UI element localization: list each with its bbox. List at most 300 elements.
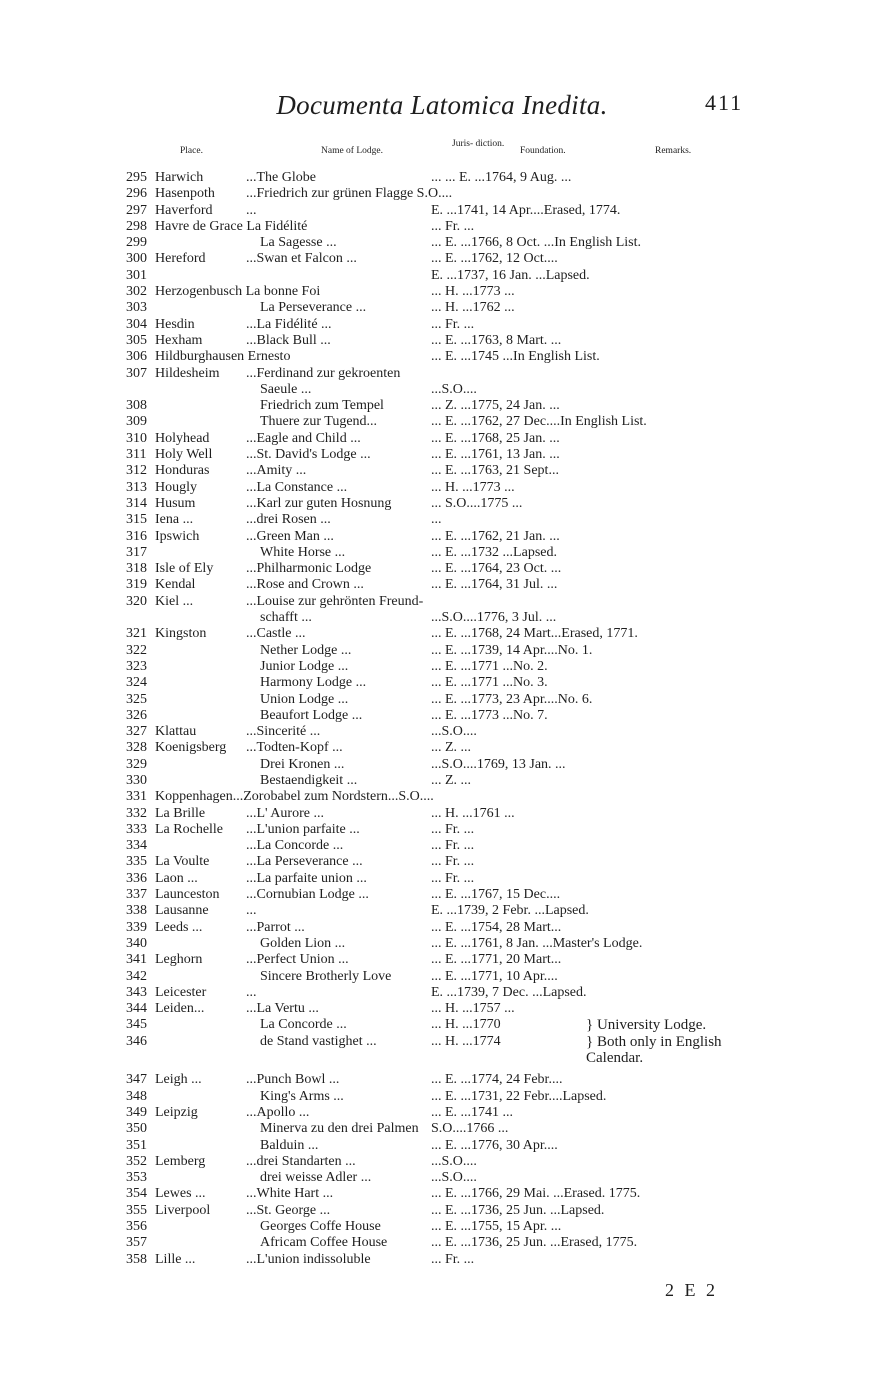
entry-jurisdiction-foundation: ... E. ...1761, 13 Jan. ... bbox=[431, 447, 560, 463]
entry-jurisdiction-foundation: ... E. ...1739, 14 Apr....No. 1. bbox=[431, 642, 593, 658]
entry-lodge-name: Saeule ... bbox=[260, 381, 312, 397]
lodge-entry bbox=[0, 740, 884, 756]
entry-jurisdiction-foundation: ... H. ...1762 ... bbox=[431, 300, 515, 316]
lodge-entry bbox=[0, 985, 884, 1001]
lodge-entry bbox=[0, 545, 884, 561]
entry-number: 322 bbox=[126, 642, 147, 658]
lodge-entry bbox=[0, 577, 884, 593]
lodge-entry bbox=[0, 1121, 884, 1137]
lodge-entry bbox=[0, 1138, 884, 1154]
entry-lodge-name: ...Punch Bowl ... bbox=[246, 1072, 340, 1088]
entry-jurisdiction-foundation: ...S.O.... bbox=[431, 1153, 477, 1169]
entry-place: Leigh ... bbox=[155, 1072, 202, 1088]
entry-number: 345 bbox=[126, 1017, 147, 1033]
entry-lodge-name: ...L'union indissoluble bbox=[246, 1251, 371, 1267]
entry-lodge-name: ...L'union parfaite ... bbox=[246, 821, 360, 837]
entry-number: 298 bbox=[126, 218, 147, 234]
lodge-entry bbox=[0, 1105, 884, 1121]
entry-jurisdiction-foundation: S.O....1766 ... bbox=[431, 1121, 509, 1137]
entry-jurisdiction-foundation: ... H. ...1773 ... bbox=[431, 479, 515, 495]
entry-place: Lille ... bbox=[155, 1251, 196, 1267]
entry-number: 340 bbox=[126, 935, 147, 951]
entry-jurisdiction-foundation: E. ...1737, 16 Jan. ...Lapsed. bbox=[431, 267, 590, 283]
lodge-entry bbox=[0, 806, 884, 822]
entry-number: 348 bbox=[126, 1088, 147, 1104]
entry-jurisdiction-foundation: ... E. ...1745 ...In English List. bbox=[431, 349, 600, 365]
entry-number: 301 bbox=[126, 267, 147, 283]
entry-lodge-name: White Horse ... bbox=[260, 544, 346, 560]
entry-place: Leeds ... bbox=[155, 919, 203, 935]
entry-jurisdiction-foundation: ... Z. ... bbox=[431, 740, 472, 756]
entry-jurisdiction-foundation: ... E. ...1771, 20 Mart... bbox=[431, 952, 562, 968]
entry-lodge-name: ...St. George ... bbox=[246, 1202, 331, 1218]
entry-lodge-name: Georges Coffe House bbox=[260, 1219, 381, 1234]
entry-lodge-name: ...Black Bull ... bbox=[246, 332, 331, 348]
entry-jurisdiction-foundation: ... bbox=[431, 512, 442, 528]
lodge-entry bbox=[0, 692, 884, 708]
entry-place: Liverpool bbox=[155, 1202, 211, 1218]
entry-jurisdiction-foundation: ...S.O.... bbox=[431, 724, 477, 740]
lodge-entry bbox=[0, 773, 884, 789]
entry-lodge-name: ... bbox=[246, 202, 257, 218]
entry-remarks: } University Lodge. bbox=[586, 1017, 707, 1034]
lodge-entry bbox=[0, 1089, 884, 1105]
lodge-entry bbox=[0, 871, 884, 887]
entry-jurisdiction-foundation: E. ...1741, 14 Apr....Erased, 1774. bbox=[431, 202, 621, 218]
entry-lodge-name: Union Lodge ... bbox=[260, 691, 349, 707]
entry-number: 323 bbox=[126, 658, 147, 674]
entry-jurisdiction-foundation: ... E. ...1766, 8 Oct. ...In English List. bbox=[431, 235, 641, 251]
entry-lodge-name: ...Perfect Union ... bbox=[246, 952, 349, 968]
entry-jurisdiction-foundation: ... E. ...1755, 15 Apr. ... bbox=[431, 1219, 562, 1234]
entry-number: 334 bbox=[126, 838, 147, 854]
lodge-entry bbox=[0, 1252, 884, 1268]
entry-number: 317 bbox=[126, 544, 147, 560]
entry-number: 330 bbox=[126, 772, 147, 788]
header-place: Place. bbox=[180, 146, 203, 156]
entry-jurisdiction-foundation: ... Fr. ... bbox=[431, 316, 475, 332]
entry-number: 347 bbox=[126, 1072, 147, 1088]
entry-lodge-name: ... bbox=[246, 984, 257, 1000]
lodge-entry bbox=[0, 1001, 884, 1017]
lodge-entry bbox=[0, 708, 884, 724]
entry-place: Leghorn bbox=[155, 952, 203, 968]
entry-lodge-name: ...Rose and Crown ... bbox=[246, 577, 364, 593]
entry-jurisdiction-foundation: ... E. ...1762, 21 Jan. ... bbox=[431, 528, 560, 544]
entry-jurisdiction-foundation: ... H. ...1774 bbox=[431, 1033, 501, 1049]
entry-jurisdiction-foundation: ... E. ...1763, 8 Mart. ... bbox=[431, 332, 562, 348]
entry-jurisdiction-foundation: ... E. ...1763, 21 Sept... bbox=[431, 463, 559, 479]
entry-place: Isle of Ely bbox=[155, 561, 214, 577]
entry-lodge-name: Africam Coffee House bbox=[260, 1235, 388, 1251]
lodge-entry bbox=[0, 349, 884, 365]
entry-number: 326 bbox=[126, 707, 147, 723]
lodge-entry bbox=[0, 1203, 884, 1219]
entry-lodge-name: ...Castle ... bbox=[246, 626, 306, 642]
entry-jurisdiction-foundation: ... Z. ...1775, 24 Jan. ... bbox=[431, 398, 560, 414]
entry-number: 332 bbox=[126, 805, 147, 821]
entry-jurisdiction-foundation: ... Fr. ... bbox=[431, 870, 475, 886]
entry-jurisdiction-foundation: ... E. ...1736, 25 Jun. ...Lapsed. bbox=[431, 1202, 605, 1218]
entry-lodge-name: Harmony Lodge ... bbox=[260, 675, 367, 691]
lodge-entry bbox=[0, 626, 884, 642]
entry-number: 315 bbox=[126, 512, 147, 528]
entry-jurisdiction-foundation: ... ... E. ...1764, 9 Aug. ... bbox=[431, 170, 572, 185]
entry-lodge-name: ...Amity ... bbox=[246, 463, 307, 479]
entry-number: 321 bbox=[126, 626, 147, 642]
lodge-entry bbox=[0, 1034, 884, 1050]
header-remarks: Remarks. bbox=[655, 146, 692, 156]
lodge-entry bbox=[0, 463, 884, 479]
entry-lodge-name: Balduin ... bbox=[260, 1137, 319, 1153]
entry-jurisdiction-foundation: ... E. ...1771, 10 Apr.... bbox=[431, 968, 558, 984]
entry-number: 353 bbox=[126, 1170, 147, 1186]
lodge-entry bbox=[0, 300, 884, 316]
entry-jurisdiction-foundation: E. ...1739, 2 Febr. ...Lapsed. bbox=[431, 903, 589, 919]
entry-number: 314 bbox=[126, 495, 147, 511]
entry-number: 303 bbox=[126, 300, 147, 316]
entry-jurisdiction-foundation: ... Fr. ... bbox=[431, 1251, 475, 1267]
entry-lodge-name: ...La Concorde ... bbox=[246, 838, 344, 854]
lodge-entry bbox=[0, 561, 884, 577]
entry-place: Ipswich bbox=[155, 528, 200, 544]
entry-lodge-name: ...La parfaite union ... bbox=[246, 870, 367, 886]
entry-jurisdiction-foundation: ... E. ...1774, 24 Febr.... bbox=[431, 1072, 563, 1088]
entry-number: 297 bbox=[126, 202, 147, 218]
entry-number: 304 bbox=[126, 316, 147, 332]
entry-lodge-name: ...drei Standarten ... bbox=[246, 1153, 356, 1169]
entry-jurisdiction-foundation: ... Fr. ... bbox=[431, 838, 475, 854]
lodge-entry bbox=[0, 1154, 884, 1170]
entry-number: 312 bbox=[126, 463, 147, 479]
entry-lodge-name: ...Eagle and Child ... bbox=[246, 430, 361, 446]
entry-number: 300 bbox=[126, 251, 147, 267]
entry-lodge-name: Minerva zu den drei Palmen bbox=[260, 1121, 419, 1137]
entry-lodge-name: ...Louise zur gehrönten Freund- bbox=[246, 593, 424, 609]
entry-place: Leiden... bbox=[155, 1001, 205, 1017]
entry-lodge-name: La Sagesse ... bbox=[260, 235, 337, 251]
signature-mark: 2 E 2 bbox=[665, 1280, 718, 1300]
entry-number: 355 bbox=[126, 1202, 147, 1218]
entry-lodge-name: ...Ferdinand zur gekroenten bbox=[246, 365, 401, 381]
lodge-entry bbox=[0, 431, 884, 447]
entry-place: Hexham bbox=[155, 332, 203, 348]
lodge-entry bbox=[0, 170, 884, 186]
entry-place: Holy Well bbox=[155, 447, 213, 463]
entry-number: 320 bbox=[126, 593, 147, 609]
lodge-entry bbox=[0, 594, 884, 610]
entry-place: Hildburghausen Ernesto bbox=[155, 349, 291, 365]
entry-number: 337 bbox=[126, 887, 147, 903]
entry-place: Lausanne bbox=[155, 903, 209, 919]
entry-number: 328 bbox=[126, 740, 147, 756]
entry-remarks: } Both only in English bbox=[586, 1033, 722, 1050]
entry-place: Hildesheim bbox=[155, 365, 220, 381]
entry-lodge-name: ...Karl zur guten Hosnung bbox=[246, 495, 392, 511]
lodge-entry bbox=[0, 251, 884, 267]
entry-place: Honduras bbox=[155, 463, 210, 479]
entry-lodge-name: ...Green Man ... bbox=[246, 528, 334, 544]
entry-place: Havre de Grace La Fidélité bbox=[155, 218, 308, 234]
lodge-entry bbox=[0, 529, 884, 545]
entry-jurisdiction-foundation: ...S.O....1776, 3 Jul. ... bbox=[431, 610, 557, 626]
lodge-entry bbox=[0, 724, 884, 740]
entry-place: Holyhead bbox=[155, 430, 210, 446]
entry-jurisdiction-foundation: ... E. ...1761, 8 Jan. ...Master's Lodge. bbox=[431, 935, 643, 951]
header-jurisdiction: Juris- diction. bbox=[452, 139, 505, 149]
entry-lodge-name: Bestaendigkeit ... bbox=[260, 772, 358, 788]
entry-place: La Rochelle bbox=[155, 821, 224, 837]
entry-jurisdiction-foundation: ... Fr. ... bbox=[431, 854, 475, 870]
entry-jurisdiction-foundation: ...S.O.... bbox=[431, 1170, 477, 1186]
entry-place: Herzogenbusch La bonne Foi bbox=[155, 284, 321, 300]
entry-jurisdiction-foundation: ... E. ...1771 ...No. 3. bbox=[431, 675, 548, 691]
entry-jurisdiction-foundation: ... E. ...1764, 23 Oct. ... bbox=[431, 561, 562, 577]
entry-number: 302 bbox=[126, 284, 147, 300]
entry-place: Koppenhagen...Zorobabel zum Nordstern...S.O.... bbox=[155, 789, 434, 805]
entry-jurisdiction-foundation: ... E. ...1764, 31 Jul. ... bbox=[431, 577, 558, 593]
entry-lodge-name: Drei Kronen ... bbox=[260, 756, 345, 772]
entry-lodge-name: ...Cornubian Lodge ... bbox=[246, 887, 369, 903]
entry-number: 338 bbox=[126, 903, 147, 919]
entry-jurisdiction-foundation: ... H. ...1770 bbox=[431, 1017, 501, 1033]
lodge-entry bbox=[0, 1072, 884, 1088]
entry-number: 327 bbox=[126, 724, 147, 740]
entry-lodge-name: ...Sincerité ... bbox=[246, 724, 321, 740]
entry-number: 311 bbox=[126, 447, 147, 463]
entry-number: 325 bbox=[126, 691, 147, 707]
entry-place: Hesdin bbox=[155, 316, 195, 332]
entry-place: Harwich bbox=[155, 170, 204, 185]
entry-number: 295 bbox=[126, 170, 147, 185]
entry-lodge-name: ...La Fidélité ... bbox=[246, 316, 332, 332]
entry-jurisdiction-foundation: ... E. ...1741 ... bbox=[431, 1104, 514, 1120]
entry-place: La Brille bbox=[155, 805, 206, 821]
entry-number: 342 bbox=[126, 968, 147, 984]
entry-place: Leipzig bbox=[155, 1104, 198, 1120]
entry-lodge-name: ...L' Aurore ... bbox=[246, 805, 324, 821]
entry-lodge-name: ...La Perseverance ... bbox=[246, 854, 363, 870]
lodge-entry bbox=[0, 317, 884, 333]
entry-jurisdiction-foundation: ... E. ...1732 ...Lapsed. bbox=[431, 544, 557, 560]
entry-jurisdiction-foundation: ... E. ...1768, 25 Jan. ... bbox=[431, 430, 560, 446]
entry-jurisdiction-foundation: ... E. ...1762, 27 Dec....In English List. bbox=[431, 414, 647, 430]
entry-lodge-name: ...La Constance ... bbox=[246, 479, 348, 495]
entry-jurisdiction-foundation: ... E. ...1731, 22 Febr....Lapsed. bbox=[431, 1088, 607, 1104]
entry-number: 316 bbox=[126, 528, 147, 544]
entry-number: 357 bbox=[126, 1235, 147, 1251]
entry-lodge-name: ...Swan et Falcon ... bbox=[246, 251, 357, 267]
entry-number: 305 bbox=[126, 332, 147, 348]
header-foundation: Foundation. bbox=[520, 146, 566, 156]
entry-jurisdiction-foundation: ... E. ...1776, 30 Apr.... bbox=[431, 1137, 558, 1153]
entry-number: 358 bbox=[126, 1251, 147, 1267]
lodge-entry bbox=[0, 610, 884, 626]
entry-jurisdiction-foundation: ... E. ...1773 ...No. 7. bbox=[431, 707, 548, 723]
entry-place: Kingston bbox=[155, 626, 207, 642]
entry-number: 335 bbox=[126, 854, 147, 870]
entry-lodge-name: ...Parrot ... bbox=[246, 919, 305, 935]
lodge-entry bbox=[0, 186, 884, 202]
entry-jurisdiction-foundation: ... E. ...1771 ...No. 2. bbox=[431, 658, 548, 674]
entry-number: 308 bbox=[126, 398, 147, 414]
lodge-entry bbox=[0, 1186, 884, 1202]
entry-lodge-name: ...Todten-Kopf ... bbox=[246, 740, 343, 756]
entry-number: 313 bbox=[126, 479, 147, 495]
lodge-entry bbox=[0, 496, 884, 512]
lodge-entry bbox=[0, 1170, 884, 1186]
lodge-entry bbox=[0, 414, 884, 430]
entry-number: 319 bbox=[126, 577, 147, 593]
entry-lodge-name: King's Arms ... bbox=[260, 1088, 344, 1104]
entry-lodge-name: drei weisse Adler ... bbox=[260, 1170, 372, 1186]
column-headers bbox=[0, 139, 884, 166]
entry-number: 352 bbox=[126, 1153, 147, 1169]
lodge-entry bbox=[0, 854, 884, 870]
entry-jurisdiction-foundation: ... S.O....1775 ... bbox=[431, 495, 523, 511]
lodge-entry bbox=[0, 757, 884, 773]
entry-jurisdiction-foundation: ... H. ...1761 ... bbox=[431, 805, 515, 821]
lodge-entry bbox=[0, 219, 884, 235]
entry-lodge-name: ... bbox=[246, 903, 257, 919]
entry-place: Kendal bbox=[155, 577, 196, 593]
entry-jurisdiction-foundation: ... H. ...1773 ... bbox=[431, 284, 515, 300]
entry-number: 333 bbox=[126, 821, 147, 837]
entry-remarks: Calendar. bbox=[586, 1050, 644, 1067]
entry-place: La Voulte bbox=[155, 854, 210, 870]
entry-lodge-name: ...Philharmonic Lodge bbox=[246, 561, 372, 577]
entry-place: Lewes ... bbox=[155, 1186, 206, 1202]
lodge-entry bbox=[0, 1219, 884, 1235]
lodge-entry bbox=[0, 903, 884, 919]
entry-number: 296 bbox=[126, 186, 147, 202]
entry-number: 331 bbox=[126, 789, 147, 805]
lodge-entry bbox=[0, 643, 884, 659]
entry-number: 351 bbox=[126, 1137, 147, 1153]
lodge-entry bbox=[0, 268, 884, 284]
entry-place: Klattau bbox=[155, 724, 197, 740]
entry-number: 309 bbox=[126, 414, 147, 430]
entry-place: Laon ... bbox=[155, 870, 198, 886]
entry-lodge-name: de Stand vastighet ... bbox=[260, 1033, 377, 1049]
lodge-entry bbox=[0, 822, 884, 838]
entry-place: Hougly bbox=[155, 479, 197, 495]
entry-jurisdiction-foundation: ... E. ...1736, 25 Jun. ...Erased, 1775. bbox=[431, 1235, 638, 1251]
entry-lodge-name: schafft ... bbox=[260, 610, 312, 626]
entry-jurisdiction-foundation: ... Z. ... bbox=[431, 772, 472, 788]
lodge-entry bbox=[0, 480, 884, 496]
entry-place: Iena ... bbox=[155, 512, 194, 528]
entry-lodge-name: ...La Vertu ... bbox=[246, 1001, 319, 1017]
header-name-of-lodge: Name of Lodge. bbox=[321, 146, 383, 156]
entry-place: Koenigsberg bbox=[155, 740, 227, 756]
lodge-entry bbox=[0, 789, 884, 805]
entry-jurisdiction-foundation: ... E. ...1768, 24 Mart...Erased, 1771. bbox=[431, 626, 638, 642]
entry-number: 350 bbox=[126, 1121, 147, 1137]
lodge-entry bbox=[0, 952, 884, 968]
entry-number: 307 bbox=[126, 365, 147, 381]
entry-jurisdiction-foundation: ... E. ...1754, 28 Mart... bbox=[431, 919, 562, 935]
lodge-entry bbox=[0, 447, 884, 463]
lodge-entry bbox=[0, 382, 884, 398]
entry-number: 306 bbox=[126, 349, 147, 365]
entry-jurisdiction-foundation: ... E. ...1767, 15 Dec.... bbox=[431, 887, 561, 903]
entry-number: 336 bbox=[126, 870, 147, 886]
lodge-entry bbox=[0, 284, 884, 300]
entry-place: Kiel ... bbox=[155, 593, 194, 609]
entry-place: Lemberg bbox=[155, 1153, 206, 1169]
lodge-entry bbox=[0, 1017, 884, 1033]
entry-place: Husum bbox=[155, 495, 196, 511]
entry-place: Haverford bbox=[155, 202, 213, 218]
entry-number: 354 bbox=[126, 1186, 147, 1202]
entry-jurisdiction-foundation: ... E. ...1773, 23 Apr....No. 6. bbox=[431, 691, 593, 707]
entry-number: 324 bbox=[126, 675, 147, 691]
entry-number: 356 bbox=[126, 1219, 147, 1234]
lodge-entry bbox=[0, 887, 884, 903]
entry-lodge-name: La Concorde ... bbox=[260, 1017, 347, 1033]
entry-lodge-name: ...The Globe bbox=[246, 170, 316, 185]
lodge-entry bbox=[0, 235, 884, 251]
lodge-entry bbox=[0, 512, 884, 528]
entry-number: 344 bbox=[126, 1001, 147, 1017]
entry-lodge-name: La Perseverance ... bbox=[260, 300, 367, 316]
entry-lodge-name: Nether Lodge ... bbox=[260, 642, 352, 658]
entry-number: 339 bbox=[126, 919, 147, 935]
lodge-entry bbox=[0, 659, 884, 675]
entry-lodge-name: Friedrich zum Tempel bbox=[260, 398, 384, 414]
entry-lodge-name: Thuere zur Tugend... bbox=[260, 414, 378, 430]
entry-number: 329 bbox=[126, 756, 147, 772]
entry-jurisdiction-foundation: ...S.O.... bbox=[431, 381, 477, 397]
entry-lodge-name: Junior Lodge ... bbox=[260, 658, 349, 674]
lodge-entry bbox=[0, 969, 884, 985]
entry-number: 341 bbox=[126, 952, 147, 968]
lodge-entry bbox=[0, 203, 884, 219]
page-number: 411 bbox=[705, 90, 744, 115]
lodge-entry bbox=[0, 1050, 884, 1066]
entry-lodge-name: ...drei Rosen ... bbox=[246, 512, 331, 528]
entry-number: 346 bbox=[126, 1033, 147, 1049]
entry-lodge-name: ...Friedrich zur grünen Flagge S.O.... bbox=[246, 186, 453, 202]
entry-number: 310 bbox=[126, 430, 147, 446]
entry-place: Hasenpoth bbox=[155, 186, 215, 202]
entry-lodge-name: Beaufort Lodge ... bbox=[260, 707, 363, 723]
entry-jurisdiction-foundation: ... Fr. ... bbox=[431, 821, 475, 837]
lodge-entry bbox=[0, 936, 884, 952]
lodge-list bbox=[0, 170, 884, 1268]
running-title: Documenta Latomica Inedita. bbox=[276, 90, 608, 120]
entry-place: Leicester bbox=[155, 984, 207, 1000]
entry-number: 343 bbox=[126, 984, 147, 1000]
entry-number: 299 bbox=[126, 235, 147, 251]
entry-lodge-name: Sincere Brotherly Love bbox=[260, 968, 392, 984]
entry-jurisdiction-foundation: ... H. ...1757 ... bbox=[431, 1001, 515, 1017]
lodge-entry bbox=[0, 838, 884, 854]
entry-place: Launceston bbox=[155, 887, 220, 903]
lodge-entry bbox=[0, 675, 884, 691]
lodge-entry bbox=[0, 1235, 884, 1251]
entry-lodge-name: ...Apollo ... bbox=[246, 1104, 310, 1120]
lodge-entry bbox=[0, 333, 884, 349]
entry-number: 318 bbox=[126, 561, 147, 577]
entry-lodge-name: Golden Lion ... bbox=[260, 935, 346, 951]
entry-jurisdiction-foundation: ... Fr. ... bbox=[431, 218, 475, 234]
entry-lodge-name: ...St. David's Lodge ... bbox=[246, 447, 371, 463]
lodge-entry bbox=[0, 398, 884, 414]
entry-place: Hereford bbox=[155, 251, 206, 267]
entry-lodge-name: ...White Hart ... bbox=[246, 1186, 334, 1202]
